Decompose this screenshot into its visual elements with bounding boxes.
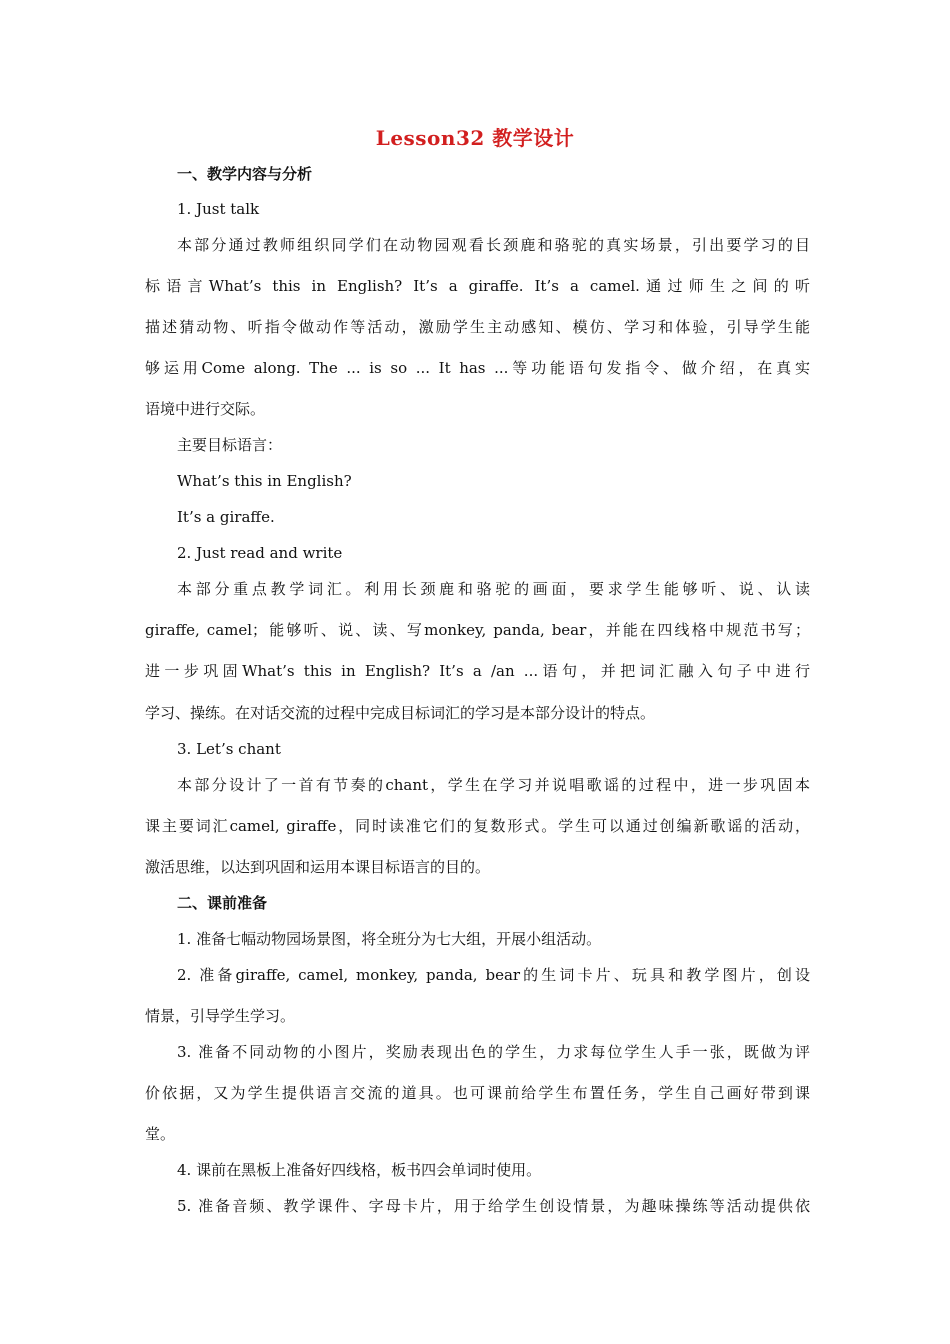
target-language-line: It’s a giraffe. xyxy=(177,508,275,526)
subsection-read-write: 2. Just read and write xyxy=(177,544,343,562)
subsection-chant: 3. Let’s chant xyxy=(177,740,281,758)
paragraph-line: 标语言What’s this in English? It’s a giraffe. It’s a camel.通过师生之间的听 xyxy=(145,277,810,295)
paragraph-line: 描述猜动物、听指令做动作等活动，激励学生主动感知、模仿、学习和体验，引导学生能 xyxy=(145,318,810,336)
list-item: 3. 准备不同动物的小图片，奖励表现出色的学生，力求每位学生人手一张，既做为评 xyxy=(177,1043,810,1061)
paragraph-line: 本部分重点教学词汇。利用长颈鹿和骆驼的画面，要求学生能够听、说、认读 xyxy=(177,580,810,598)
list-item: 2. 准备giraffe, camel, monkey, panda, bear的生词卡片、玩具和教学图片，创设 xyxy=(177,966,810,984)
paragraph-line: giraffe, camel；能够听、说、读、写monkey, panda, bear，并能在四线格中规范书写； xyxy=(145,621,810,639)
list-item: 5. 准备音频、教学课件、字母卡片，用于给学生创设情景，为趣味操练等活动提供依 xyxy=(177,1197,810,1215)
list-item: 1. 准备七幅动物园场景图，将全班分为七大组，开展小组活动。 xyxy=(177,930,602,948)
paragraph-line: 激活思维，以达到巩固和运用本课目标语言的目的。 xyxy=(145,858,491,876)
paragraph-line: 课主要词汇camel, giraffe，同时读准它们的复数形式。学生可以通过创编新歌谣的活动， xyxy=(145,817,810,835)
paragraph-line: 价依据，又为学生提供语言交流的道具。也可课前给学生布置任务，学生自己画好带到课 xyxy=(145,1084,810,1102)
paragraph-line: 进一步巩固What’s this in English? It’s a /an ...语句，并把词汇融入句子中进行 xyxy=(145,662,810,680)
paragraph-line: 堂。 xyxy=(145,1125,176,1143)
section-heading-1: 一、教学内容与分析 xyxy=(177,165,313,183)
paragraph-line: 本部分通过教师组织同学们在动物园观看长颈鹿和骆驼的真实场景，引出要学习的目 xyxy=(177,236,810,254)
target-language-line: What’s this in English? xyxy=(177,472,352,490)
paragraph-line: 主要目标语言： xyxy=(177,436,283,454)
list-item: 4. 课前在黑板上准备好四线格，板书四会单词时使用。 xyxy=(177,1161,542,1179)
paragraph-line: 学习、操练。在对话交流的过程中完成目标词汇的学习是本部分设计的特点。 xyxy=(145,704,656,722)
paragraph-line: 语境中进行交际。 xyxy=(145,400,266,418)
subsection-just-talk: 1. Just talk xyxy=(177,200,260,218)
section-heading-2: 二、课前准备 xyxy=(177,894,268,912)
paragraph-line: 够运用Come along. The ... is so ... It has ...等功能语句发指令、做介绍，在真实 xyxy=(145,359,810,377)
paragraph-line: 本部分设计了一首有节奏的chant，学生在学习并说唱歌谣的过程中，进一步巩固本 xyxy=(177,776,810,794)
document-title: Lesson32 教学设计 xyxy=(375,126,575,150)
paragraph-line: 情景，引导学生学习。 xyxy=(145,1007,296,1025)
